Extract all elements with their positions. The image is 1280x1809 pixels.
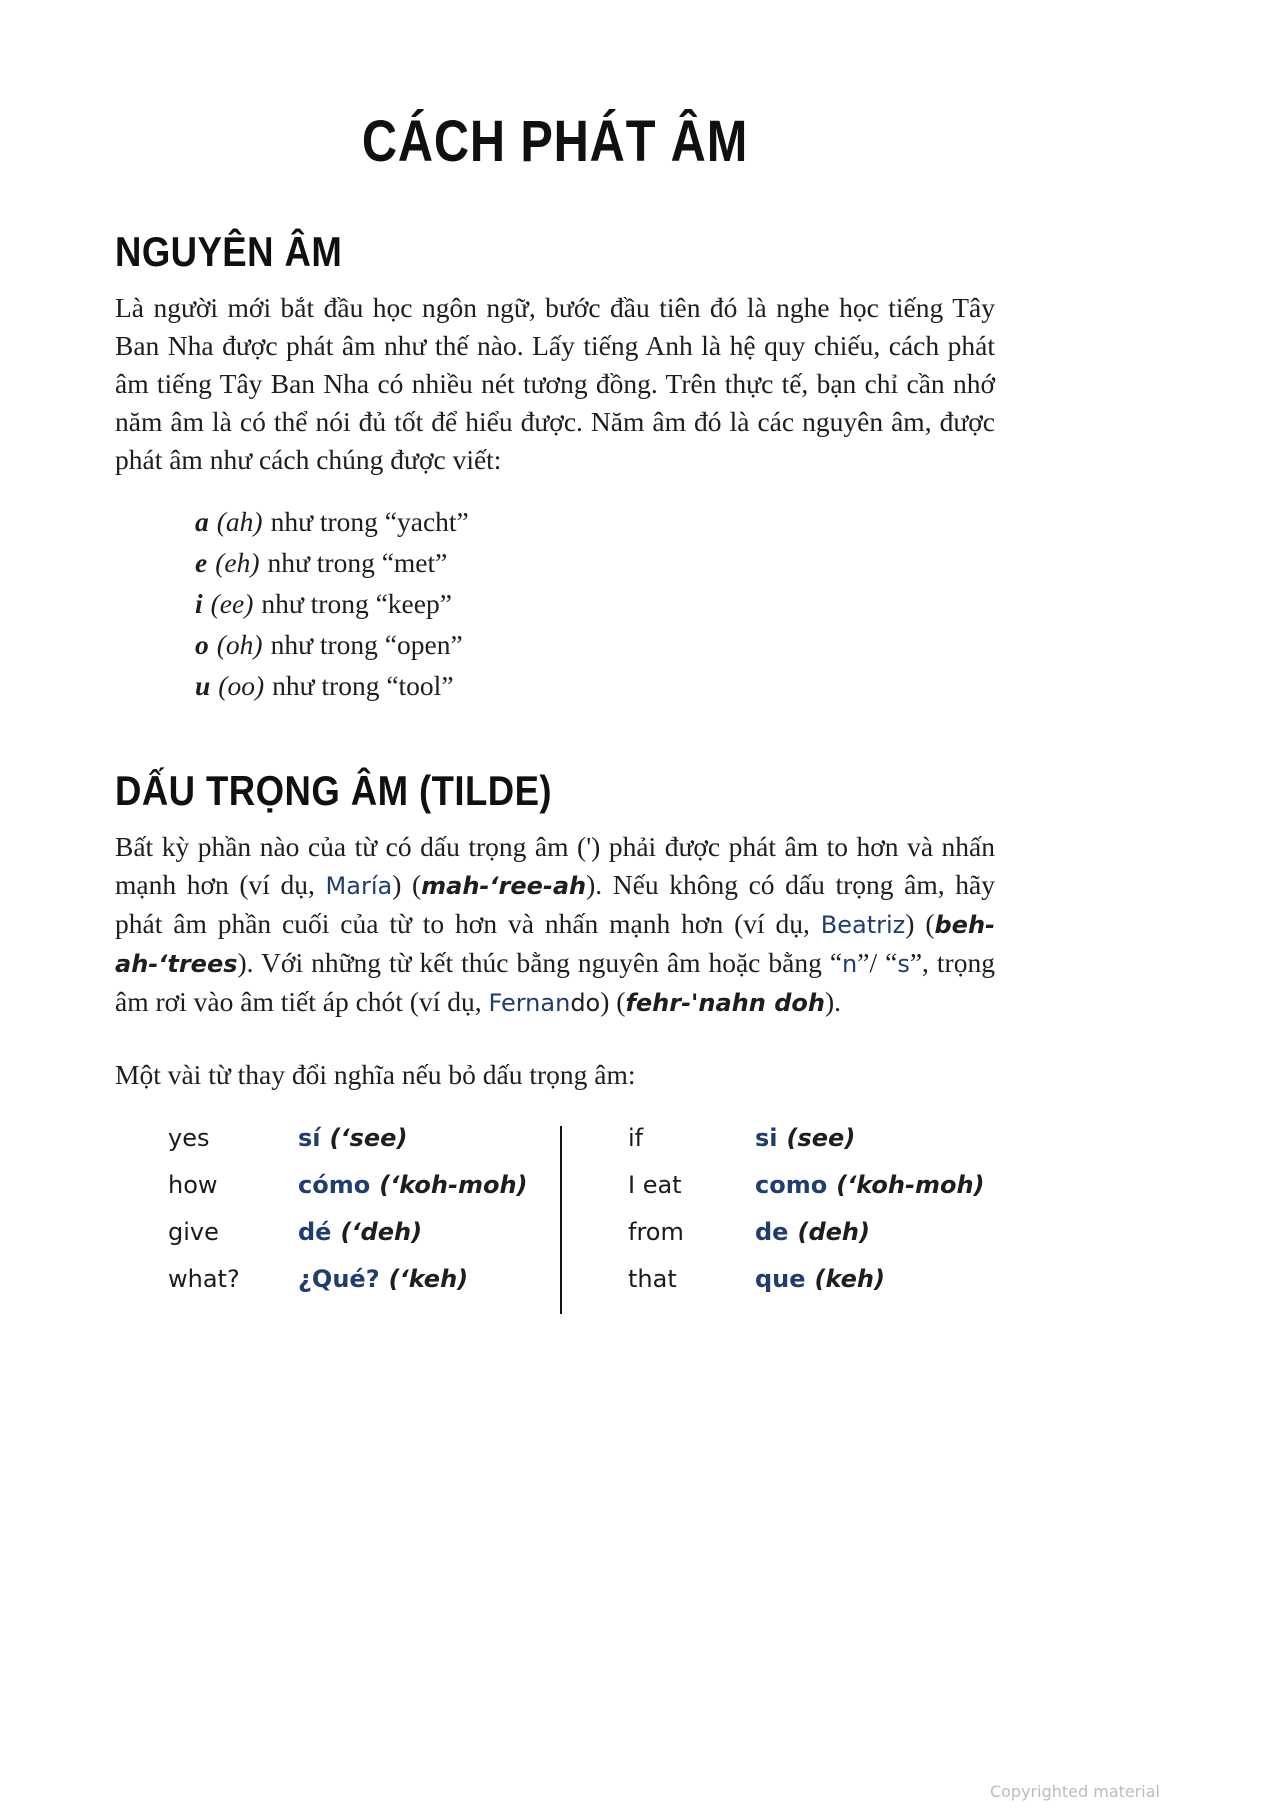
tilde-paragraph: Bất kỳ phần nào của từ có dấu trọng âm (') phải được phát âm to hơn và nhấn mạnh hơn (ví dụ, María) (mah-‘ree-ah). Nếu không có dấu trọng âm, hãy phát âm phần cuối của từ to hơn và nhấn mạnh hơn (ví dụ, Beatriz) (beh-ah-‘trees). Với những từ kết thúc bằng nguyên âm hoặc bằng “n”/ “s”, trọng âm rơi vào âm tiết áp chót (ví dụ, Fernando) (fehr-'nahn doh).	[115, 831, 995, 1018]
spanish-word: cómo	[298, 1171, 371, 1200]
table-row	[628, 1218, 995, 1265]
vowel-item-o	[195, 624, 995, 665]
table-row	[628, 1171, 995, 1218]
table-row	[168, 1171, 560, 1218]
spanish-word: ¿Qué?	[298, 1265, 380, 1294]
english-word: if	[628, 1124, 644, 1153]
english-word: how	[168, 1171, 218, 1200]
tilde-heading: DẤU TRỌNG ÂM (TILDE)	[115, 767, 552, 815]
english-word: I eat	[628, 1171, 682, 1200]
english-word: yes	[168, 1124, 210, 1153]
vowel-letter: u	[195, 670, 211, 702]
spanish-word: sí	[298, 1124, 321, 1153]
spanish-word: de	[755, 1218, 789, 1247]
vowel-item-e	[195, 542, 995, 583]
spanish-word: que	[755, 1265, 806, 1294]
pronunciation: (see)	[786, 1124, 856, 1153]
vowel-sound: (ah)	[216, 506, 263, 538]
vowel-letter: o	[195, 629, 209, 661]
spanish-word: como	[755, 1171, 828, 1200]
accent-table-left-column	[115, 1124, 560, 1314]
table-row	[168, 1218, 560, 1265]
pronunciation: (deh)	[797, 1218, 870, 1247]
pronunciation: (‘deh)	[340, 1218, 423, 1247]
pronunciation: (‘koh-moh)	[379, 1171, 528, 1200]
section-vowels	[115, 229, 995, 706]
vowel-sound: (oh)	[216, 629, 263, 661]
vowel-item-a	[195, 501, 995, 542]
vowel-example: như trong “yacht”	[270, 506, 469, 538]
vowel-list	[195, 501, 995, 706]
pronunciation: (‘see)	[329, 1124, 408, 1153]
english-word: from	[628, 1218, 684, 1247]
english-word: that	[628, 1265, 677, 1294]
vowel-sound: (ee)	[210, 588, 254, 620]
table-row	[628, 1265, 995, 1312]
accent-table-right-column	[562, 1124, 995, 1314]
page-title: CÁCH PHÁT ÂM	[361, 109, 749, 174]
spanish-word: si	[755, 1124, 778, 1153]
vowel-example: như trong “keep”	[261, 588, 452, 620]
section-tilde	[115, 768, 995, 1314]
copyright-watermark: Copyrighted material	[989, 1782, 1160, 1801]
vowel-sound: (eh)	[215, 547, 260, 579]
vowel-item-u	[195, 665, 995, 706]
vowel-sound: (oo)	[218, 670, 265, 702]
vowel-example: như trong “open”	[270, 629, 463, 661]
vowel-letter: a	[195, 506, 209, 538]
table-row	[168, 1124, 560, 1171]
pronunciation: (‘koh-moh)	[836, 1171, 985, 1200]
vowel-letter: i	[195, 588, 203, 620]
spanish-word: dé	[298, 1218, 332, 1247]
vowel-item-i	[195, 583, 995, 624]
vowel-example: như trong “tool”	[272, 670, 454, 702]
vowel-letter: e	[195, 547, 208, 579]
table-row	[628, 1124, 995, 1171]
tilde-note: Một vài từ thay đổi nghĩa nếu bỏ dấu trọng âm:	[115, 1059, 636, 1091]
english-word: what?	[168, 1265, 240, 1294]
pronunciation: (‘keh)	[388, 1265, 469, 1294]
english-word: give	[168, 1218, 219, 1247]
accent-table	[115, 1124, 995, 1314]
pronunciation: (keh)	[814, 1265, 885, 1294]
vowel-example: như trong “met”	[267, 547, 448, 579]
vowels-paragraph: Là người mới bắt đầu học ngôn ngữ, bước đầu tiên đó là nghe học tiếng Tây Ban Nha được phát âm như thế nào. Lấy tiếng Anh là hệ quy chiếu, cách phát âm tiếng Tây Ban Nha có nhiều nét tương đồng. Trên thực tế, bạn chỉ cần nhớ năm âm là có thể nói đủ tốt để hiểu được. Năm âm đó là các nguyên âm, được phát âm như cách chúng được viết:	[115, 292, 995, 476]
vowels-heading: NGUYÊN ÂM	[115, 227, 343, 275]
table-row	[168, 1265, 560, 1312]
